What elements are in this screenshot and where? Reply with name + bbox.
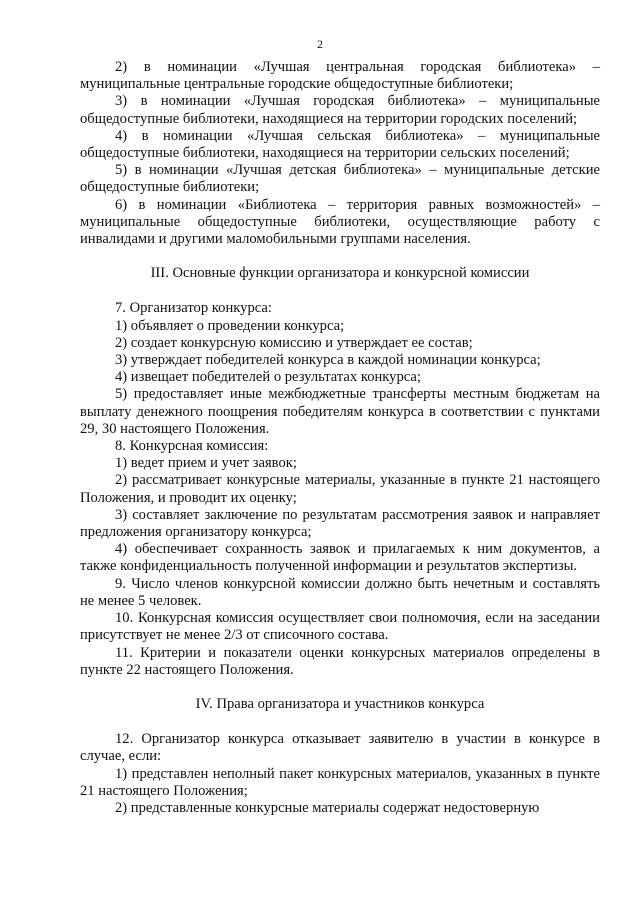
spacer xyxy=(80,713,600,731)
paragraph: 7. Организатор конкурса: xyxy=(115,300,272,317)
paragraph: 3) в номинации «Лучшая городская библиотека» – муниципальные общедоступные библиотеки, находящиеся на территории городских поселений; xyxy=(80,93,600,127)
paragraph: 10. Конкурсная комиссия осуществляет свои полномочия, если на заседании присутствует не менее 2/3 от списочного состава. xyxy=(80,610,600,644)
paragraph: 2) рассматривает конкурсные материалы, указанные в пункте 21 настоящего Положения, и проводит их оценку; xyxy=(80,472,600,506)
paragraph: 4) извещает победителей о результатах конкурса; xyxy=(115,369,421,386)
paragraph: 1) объявляет о проведении конкурса; xyxy=(115,317,345,334)
paragraph: 2) в номинации «Лучшая центральная городская библиотека» – муниципальные центральные городские общедоступные библиотеки; xyxy=(80,59,600,93)
paragraph: 5) в номинации «Лучшая детская библиотека» – муниципальные детские общедоступные библиотеки; xyxy=(80,162,600,196)
paragraph: 3) утверждает победителей конкурса в каждой номинации конкурса; xyxy=(115,352,541,369)
section-heading: IV. Права организатора и участников конкурса xyxy=(195,695,485,712)
paragraph: 1) ведет прием и учет заявок; xyxy=(115,455,297,472)
paragraph: 6) в номинации «Библиотека – территория равных возможностей» – муниципальные общедоступные библиотеки, осуществляющие работу с инвалидами и другими маломобильными группами населения. xyxy=(80,196,600,248)
paragraph: 11. Критерии и показатели оценки конкурсных материалов определены в пункте 22 настоящего Положения. xyxy=(80,644,600,678)
paragraph: 5) предоставляет иные межбюджетные трансферты местным бюджетам на выплату денежного поощрения победителям конкурса в соответствии с пунктами 29, 30 настоящего Положения. xyxy=(80,386,600,437)
spacer xyxy=(80,248,600,265)
paragraph: 9. Число членов конкурсной комиссии должно быть нечетным и составлять не менее 5 человек. xyxy=(80,575,600,609)
paragraph: 4) в номинации «Лучшая сельская библиотека» – муниципальные общедоступные библиотеки, находящиеся на территории сельских поселений; xyxy=(80,127,600,162)
paragraph: 12. Организатор конкурса отказывает заявителю в участии в конкурсе в случае, если: xyxy=(80,731,600,765)
paragraph: 8. Конкурсная комиссия: xyxy=(115,438,269,455)
page-number: 2 xyxy=(317,37,323,51)
spacer xyxy=(80,282,600,300)
paragraph: 4) обеспечивает сохранность заявок и прилагаемых к ним документов, а также конфиденциальность полученной информации и результатов экспертизы. xyxy=(80,541,600,575)
spacer xyxy=(80,679,600,696)
paragraph: 2) создает конкурсную комиссию и утверждает ее состав; xyxy=(115,334,473,351)
document-body xyxy=(80,59,600,817)
paragraph: 3) составляет заключение по результатам рассмотрения заявок и направляет предложения организатору конкурса; xyxy=(80,506,600,541)
paragraph: 2) представленные конкурсные материалы содержат недостоверную xyxy=(115,799,540,816)
section-heading: III. Основные функции организатора и конкурсной комиссии xyxy=(150,265,530,282)
paragraph: 1) представлен неполный пакет конкурсных материалов, указанных в пункте 21 настоящего Положения; xyxy=(80,765,600,799)
